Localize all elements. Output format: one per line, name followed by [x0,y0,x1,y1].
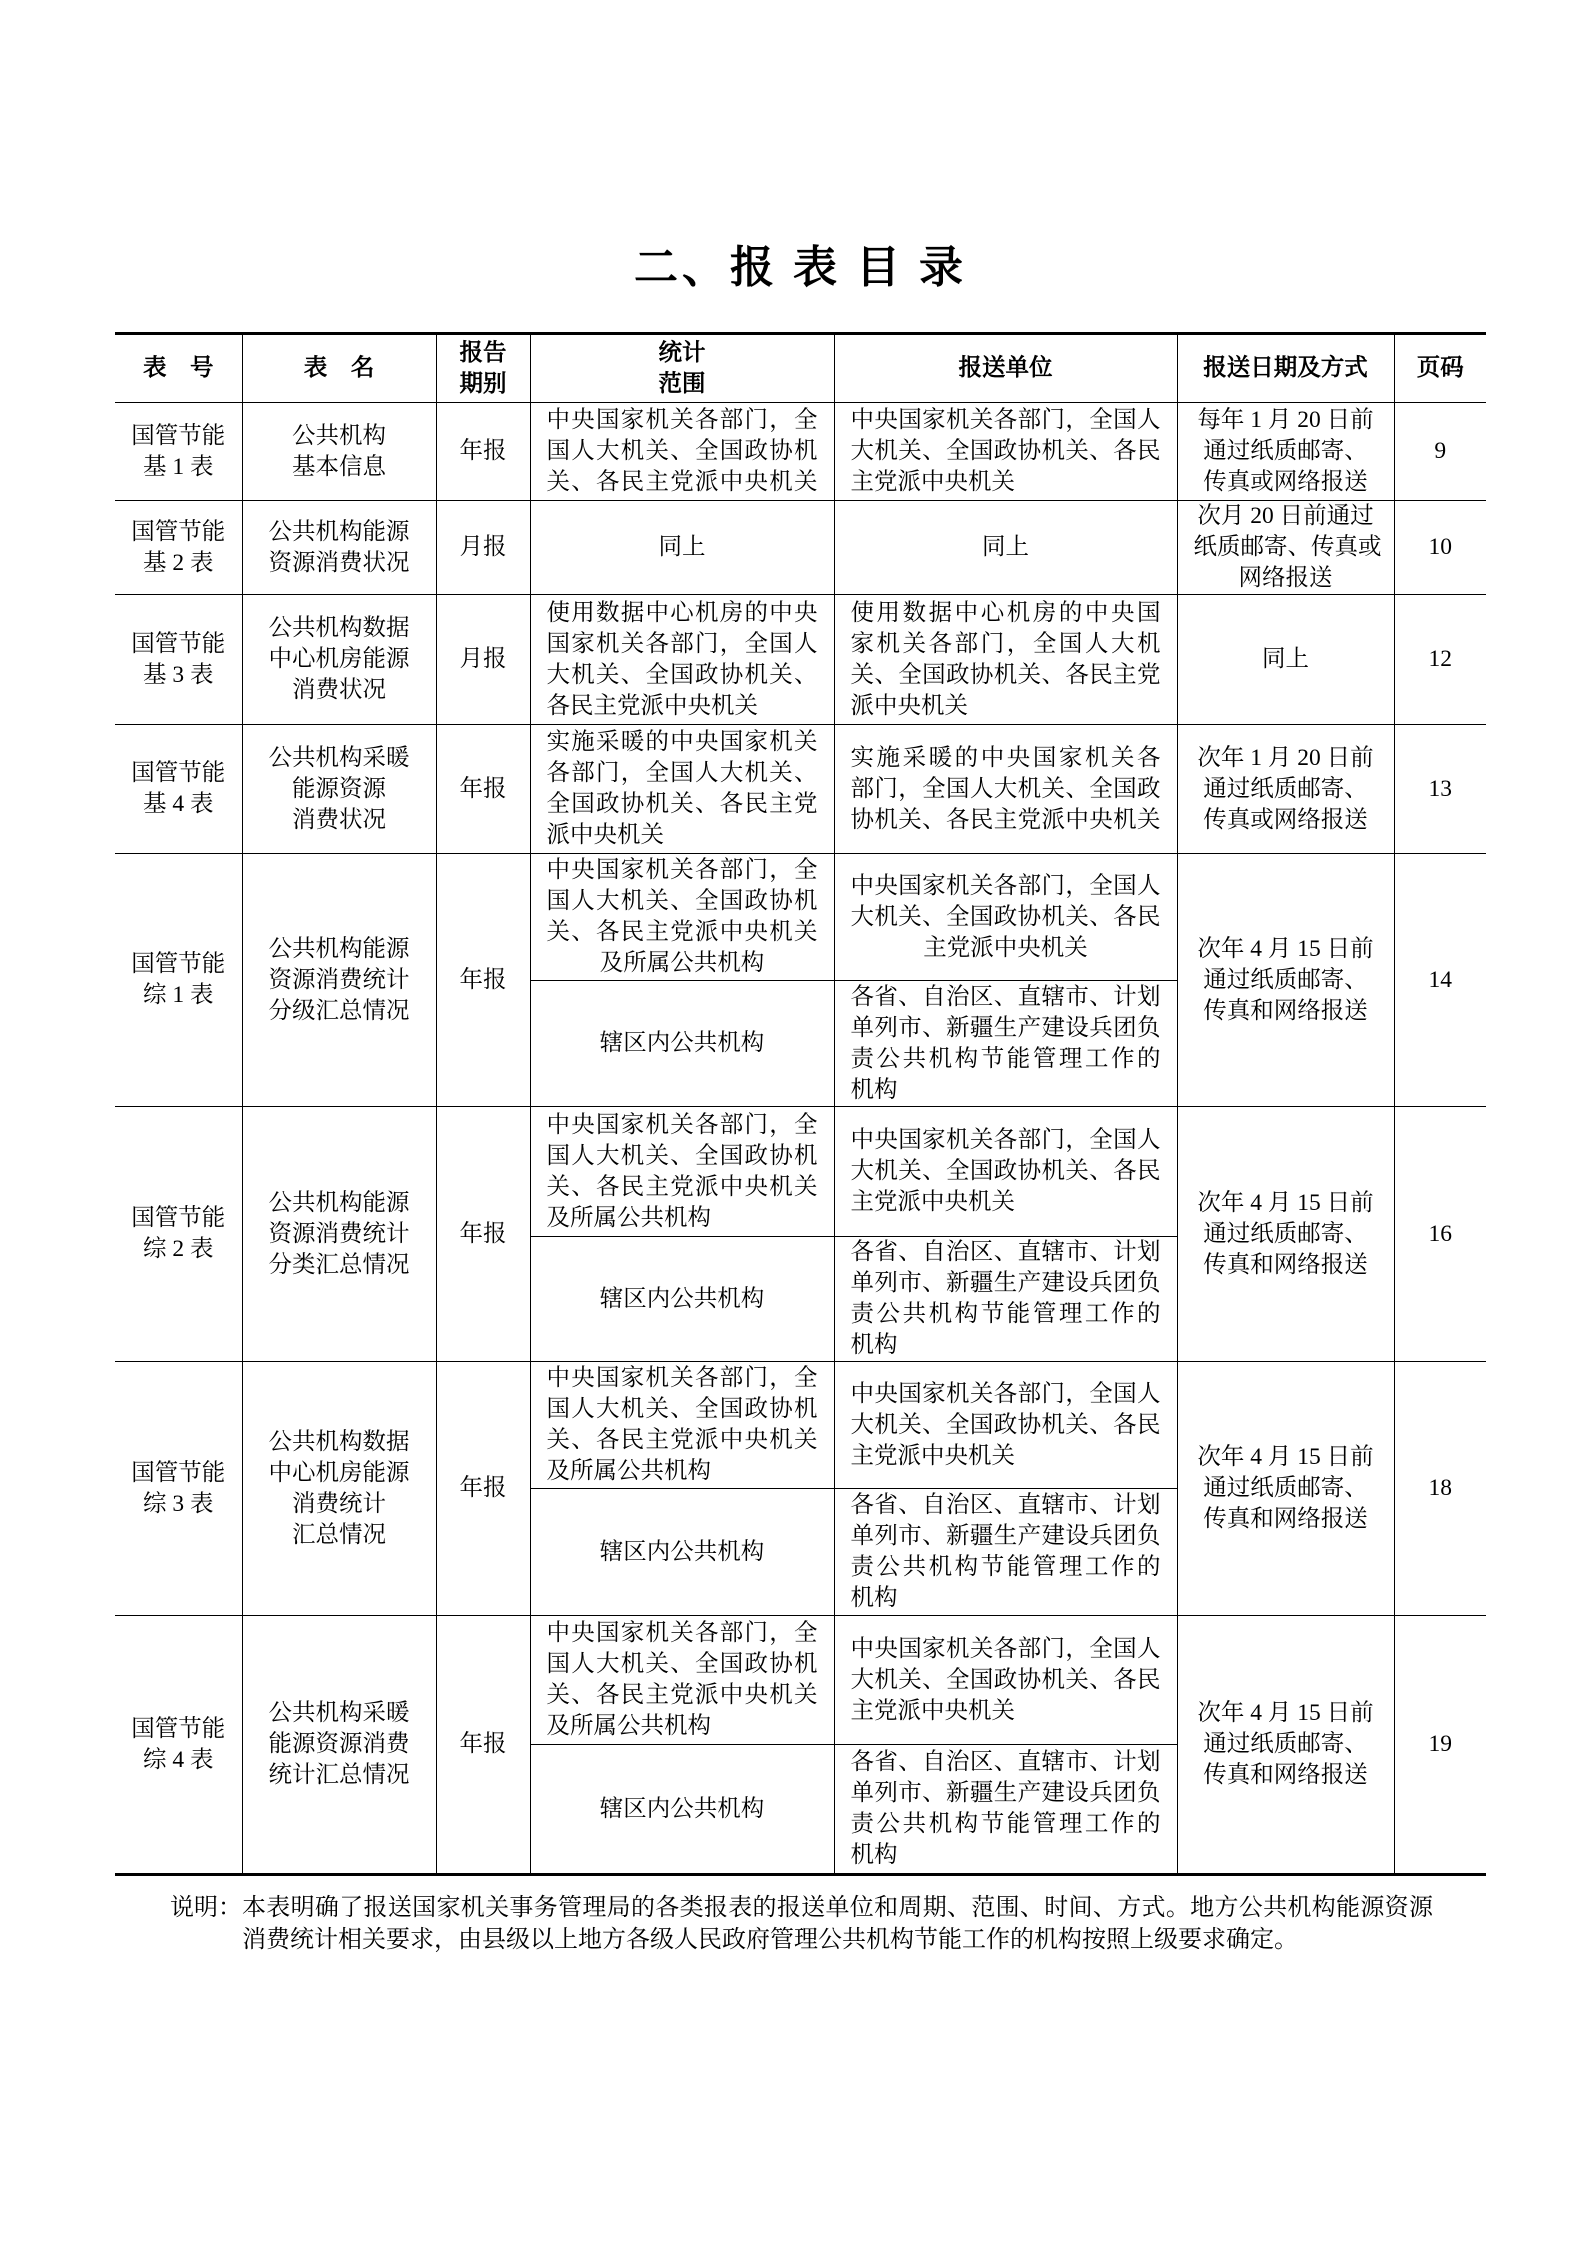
cell-line: 综 4 表 [143,1746,214,1773]
cell-line: 主党派中央机关 [850,1697,1015,1724]
cell-line: 国人大机关、全国政协机 [546,438,818,464]
report-catalog-table [115,332,1486,1876]
cell-line: 分级汇总情况 [268,997,410,1024]
cell-line: 消费状况 [292,806,386,833]
cell-line: 国人大机关、全国政协机 [546,1396,818,1422]
cell-line: 大机关、全国政协机关、 [546,661,818,688]
cell-line: 资源消费状况 [268,549,410,576]
cell-line: 责公共机构节能管理工作的 [850,1301,1161,1327]
cell-name [242,854,436,1107]
cell-line: 能源资源消费 [268,1731,410,1757]
cell-line: 辖区内公共机构 [599,1538,765,1565]
cell-line: 中央国家机关各部门，全 [546,407,818,433]
cell-line: 年报 [459,1220,507,1247]
cell-line: 国管节能 [131,951,226,977]
cell-line: 中心机房能源 [268,1459,410,1486]
cell-line: 派中央机关 [546,822,664,848]
cell-line: 基 1 表 [143,453,214,480]
cell-line: 次年 4 月 15 日前 [1197,1444,1374,1470]
cell-line: 统计汇总情况 [268,1762,410,1788]
cell-line: 16 [1428,1220,1452,1247]
cell-line: 10 [1428,534,1452,560]
cell-line: 主党派中央机关 [850,469,1015,495]
cell-line: 关、各民主党派中央机关 [546,919,818,945]
cell-line: 责公共机构节能管理工作的 [850,1811,1161,1837]
cell-line: 国人大机关、全国政协机 [546,888,818,914]
cell-line: 关、全国政协机关、各民主党 [850,661,1161,688]
cell-line: 机构 [850,1332,898,1358]
cell-line: 综 3 表 [143,1490,214,1517]
cell-scope [530,595,834,725]
cell-line: 同上 [1262,646,1309,672]
header-code [115,334,242,403]
cell-line: 中央国家机关各部门，全 [546,857,818,883]
cell-line: 各省、自治区、直辖市、计划 [850,983,1161,1010]
header-units [834,334,1177,403]
cell-line: 传真或网络报送 [1203,806,1368,833]
cell-line: 年报 [459,775,507,802]
cell-period [436,595,530,725]
cell-page [1394,725,1486,854]
cell-line: 大机关、全国政协机关、各民 [850,903,1161,930]
cell-line: 年报 [459,966,507,993]
cell-line: 国管节能 [131,630,226,657]
cell-name [242,403,436,501]
cell-line: 国管节能 [131,1715,226,1742]
cell-line: 公共机构能源 [268,935,410,962]
cell-page [1394,854,1486,1107]
cell-line: 基本信息 [292,453,386,480]
cell-line: 公共机构采暖 [268,1700,410,1726]
header-label: 范围 [658,370,706,397]
cell-schedule [1177,1362,1394,1616]
cell-line: 年报 [459,438,507,464]
cell-line: 次年 4 月 15 日前 [1197,1700,1374,1726]
note-label: 说明： [170,1895,242,1921]
cell-schedule [1177,403,1394,501]
page-title: 二、报 表 目 录 [634,243,967,292]
cell-units [834,725,1177,854]
cell-units [834,1616,1177,1745]
cell-line: 资源消费统计 [268,966,410,993]
cell-line: 大机关、全国政协机关、各民 [850,1666,1161,1693]
table-row [115,1362,1486,1489]
cell-scope [530,403,834,501]
header-label: 报送日期及方式 [1203,355,1368,381]
cell-line: 月报 [459,534,507,560]
cell-line: 年报 [459,1475,507,1501]
cell-schedule [1177,595,1394,725]
header-label: 统计 [658,339,706,366]
cell-line: 中央国家机关各部门，全 [546,1365,818,1391]
cell-period [436,854,530,1107]
header-label: 页码 [1416,355,1464,381]
cell-line: 中央国家机关各部门，全国人 [850,1635,1161,1662]
cell-line: 公共机构能源 [268,518,410,545]
table-row [115,595,1486,725]
header-schedule [1177,334,1394,403]
table-row [115,403,1486,501]
cell-line: 各省、自治区、直辖市、计划 [850,1492,1161,1518]
cell-units [834,1107,1177,1237]
cell-line: 同上 [982,534,1029,560]
cell-line: 每年 1 月 20 日前 [1197,407,1374,433]
cell-code [115,854,242,1107]
cell-code [115,1616,242,1875]
cell-line: 中心机房能源 [268,646,410,672]
cell-line: 公共机构数据 [268,1428,410,1455]
cell-line: 通过纸质邮寄、 [1203,966,1368,993]
cell-line: 通过纸质邮寄、 [1203,1475,1368,1501]
cell-line: 公共机构能源 [268,1189,410,1216]
cell-line: 使用数据中心机房的中央国 [850,599,1161,626]
cell-line: 国家机关各部门，全国人 [546,630,818,657]
cell-schedule [1177,854,1394,1107]
cell-line: 辖区内公共机构 [599,1795,765,1822]
cell-scope [530,725,834,854]
cell-schedule [1177,501,1394,595]
table-row [115,725,1486,854]
cell-code [115,725,242,854]
cell-scope [530,1489,834,1616]
cell-period [436,1107,530,1362]
cell-name [242,1107,436,1362]
cell-line: 消费状况 [292,677,386,703]
cell-page [1394,595,1486,725]
cell-line: 全国政协机关、各民主党 [546,791,818,817]
cell-line: 中央国家机关各部门，全国人 [850,872,1161,899]
cell-line: 中央国家机关各部门，全国人 [850,407,1161,433]
cell-line: 实施采暖的中央国家机关各 [850,744,1161,771]
cell-units [834,595,1177,725]
note-line: 本表明确了报送国家机关事务管理局的各类报表的报送单位和周期、范围、时间、方式。地方公共机构能源资源 [242,1895,1433,1921]
cell-code [115,595,242,725]
cell-line: 辖区内公共机构 [599,1285,765,1312]
cell-line: 关、各民主党派中央机关 [546,1173,818,1200]
cell-line: 使用数据中心机房的中央 [546,599,818,626]
cell-line: 部门，全国人大机关、全国政 [850,775,1161,802]
cell-period [436,725,530,854]
cell-line: 及所属公共机构 [599,950,765,976]
cell-units [834,1237,1177,1362]
cell-line: 中央国家机关各部门，全国人 [850,1380,1161,1407]
cell-line: 19 [1428,1731,1452,1757]
note [170,1892,1433,1956]
header-name [242,334,436,403]
cell-line: 单列市、新疆生产建设兵团负 [850,1014,1161,1041]
cell-period [436,1616,530,1875]
cell-page [1394,403,1486,501]
cell-line: 关、各民主党派中央机关 [546,469,818,495]
cell-line: 9 [1434,438,1447,464]
cell-line: 派中央机关 [850,692,968,719]
cell-line: 国人大机关、全国政协机 [546,1651,818,1677]
cell-line: 国管节能 [131,760,226,786]
cell-line: 公共机构采暖 [268,744,410,771]
cell-line: 辖区内公共机构 [599,1030,765,1056]
cell-line: 基 2 表 [143,549,214,576]
cell-line: 18 [1428,1475,1452,1501]
cell-scope [530,1616,834,1745]
header-page [1394,334,1486,403]
cell-line: 机构 [850,1842,898,1868]
cell-line: 12 [1428,646,1452,672]
cell-line: 基 3 表 [143,661,214,688]
cell-line: 主党派中央机关 [923,934,1088,961]
cell-line: 通过纸质邮寄、 [1203,775,1368,802]
header-label: 报送单位 [958,355,1053,381]
cell-name [242,595,436,725]
cell-period [436,1362,530,1616]
table-body [115,403,1486,1875]
cell-line: 消费统计 [292,1490,386,1517]
cell-units [834,1489,1177,1616]
cell-line: 单列市、新疆生产建设兵团负 [850,1270,1161,1296]
cell-line: 单列市、新疆生产建设兵团负 [850,1523,1161,1549]
cell-line: 月报 [459,646,507,672]
cell-line: 同上 [658,534,706,560]
cell-line: 及所属公共机构 [546,1458,711,1484]
cell-scope [530,1237,834,1362]
note-text [242,1892,1433,1956]
header-label: 期别 [459,370,507,397]
cell-line: 家机关各部门，全国人大机 [850,630,1161,657]
cell-line: 国人大机关、全国政协机 [546,1142,818,1169]
cell-units [834,1362,1177,1489]
cell-line: 次年 4 月 15 日前 [1197,935,1374,962]
cell-line: 大机关、全国政协机关、各民 [850,1158,1161,1184]
cell-units [834,501,1177,595]
cell-line: 次年 4 月 15 日前 [1197,1189,1374,1216]
cell-line: 年报 [459,1731,507,1757]
cell-line: 传真和网络报送 [1203,997,1368,1024]
cell-line: 责公共机构节能管理工作的 [850,1554,1161,1580]
cell-line: 次年 1 月 20 日前 [1197,744,1374,771]
header-row [115,334,1486,403]
cell-line: 传真和网络报送 [1203,1251,1368,1278]
cell-code [115,1362,242,1616]
cell-line: 主党派中央机关 [850,1442,1015,1469]
cell-name [242,1362,436,1616]
cell-line: 机构 [850,1585,898,1611]
table-row [115,1107,1486,1237]
cell-schedule [1177,1107,1394,1362]
cell-line: 公共机构 [292,422,386,449]
cell-line: 网络报送 [1238,565,1333,591]
cell-line: 国管节能 [131,518,226,545]
cell-line: 中央国家机关各部门，全 [546,1111,818,1138]
cell-line: 关、各民主党派中央机关 [546,1682,818,1708]
cell-scope [530,854,834,981]
cell-units [834,1745,1177,1875]
cell-name [242,725,436,854]
cell-units [834,854,1177,981]
table-row [115,501,1486,595]
cell-line: 实施采暖的中央国家机关 [546,729,818,755]
header-label: 表 号 [143,355,214,381]
cell-line: 大机关、全国政协机关、各民 [850,1411,1161,1438]
cell-line: 次月 20 日前通过 [1197,503,1374,529]
cell-line: 机构 [850,1076,898,1103]
cell-line: 国管节能 [131,1459,226,1486]
cell-period [436,501,530,595]
cell-schedule [1177,1616,1394,1875]
cell-line: 责公共机构节能管理工作的 [850,1045,1161,1072]
note-line: 消费统计相关要求，由县级以上地方各级人民政府管理公共机构节能工作的机构按照上级要求确定。 [242,1927,1298,1953]
cell-line: 基 4 表 [143,791,214,817]
cell-line: 中央国家机关各部门，全 [546,1620,818,1646]
cell-line: 各民主党派中央机关 [546,692,758,719]
cell-period [436,403,530,501]
cell-line: 纸质邮寄、传真或 [1193,534,1382,560]
cell-code [115,403,242,501]
header-label: 报告 [459,339,507,366]
cell-line: 传真或网络报送 [1203,469,1368,495]
header-label: 表 名 [303,355,375,381]
cell-scope [530,501,834,595]
cell-scope [530,1107,834,1237]
cell-line: 单列市、新疆生产建设兵团负 [850,1780,1161,1806]
cell-scope [530,981,834,1107]
cell-line: 及所属公共机构 [546,1713,711,1739]
cell-units [834,981,1177,1107]
cell-line: 能源资源 [292,775,386,802]
cell-line: 各省、自治区、直辖市、计划 [850,1239,1161,1265]
cell-line: 通过纸质邮寄、 [1203,438,1368,464]
cell-line: 通过纸质邮寄、 [1203,1220,1368,1247]
cell-page [1394,1362,1486,1616]
cell-line: 主党派中央机关 [850,1189,1015,1215]
cell-name [242,501,436,595]
cell-line: 各部门，全国人大机关、 [546,760,818,786]
cell-line: 关、各民主党派中央机关 [546,1427,818,1453]
cell-line: 汇总情况 [292,1521,386,1548]
cell-name [242,1616,436,1875]
cell-line: 中央国家机关各部门，全国人 [850,1127,1161,1153]
cell-scope [530,1745,834,1875]
table-row [115,1616,1486,1745]
cell-line: 传真和网络报送 [1203,1506,1368,1532]
cell-page [1394,1616,1486,1875]
cell-scope [530,1362,834,1489]
cell-schedule [1177,725,1394,854]
cell-code [115,501,242,595]
cell-line: 公共机构数据 [268,615,410,641]
cell-units [834,403,1177,501]
cell-page [1394,1107,1486,1362]
table-row [115,854,1486,981]
header-scope [530,334,834,403]
cell-line: 14 [1428,966,1452,993]
cell-line: 资源消费统计 [268,1220,410,1247]
cell-line: 传真和网络报送 [1203,1762,1368,1788]
cell-line: 13 [1428,775,1452,802]
cell-code [115,1107,242,1362]
cell-line: 各省、自治区、直辖市、计划 [850,1749,1161,1775]
cell-line: 综 2 表 [143,1236,214,1262]
header-period [436,334,530,403]
cell-line: 分类汇总情况 [268,1251,410,1278]
cell-line: 大机关、全国政协机关、各民 [850,438,1161,464]
cell-line: 及所属公共机构 [546,1204,711,1231]
cell-line: 国管节能 [131,422,226,449]
cell-line: 通过纸质邮寄、 [1203,1731,1368,1757]
cell-page [1394,501,1486,595]
cell-line: 协机关、各民主党派中央机关 [850,806,1161,833]
cell-line: 综 1 表 [143,982,214,1008]
cell-line: 国管节能 [131,1205,226,1231]
